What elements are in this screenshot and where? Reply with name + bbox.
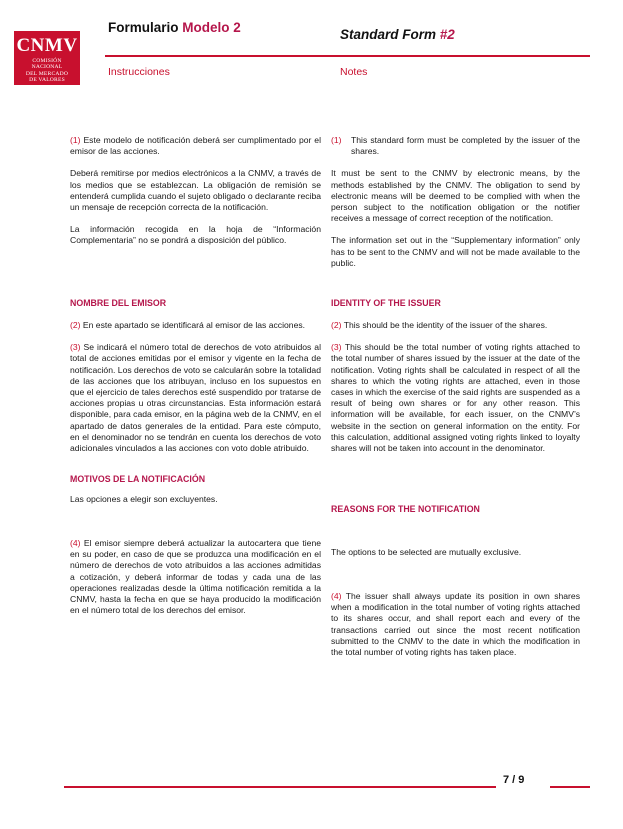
section-label-en: Notes — [340, 66, 368, 78]
es-note-2: Deberá remitirse por medios electrónicos a la CNMV, a través de los medios que se establezcan. La obligación de remisión se entenderá cumplida cuando el sujeto obligado o declarante reciba un mensaje de recepción correcta de la notificación. — [70, 168, 321, 213]
cnmv-logo — [14, 31, 80, 85]
es-options-note: Las opciones a elegir son excluyentes. — [70, 494, 218, 504]
en-options-note: The options to be selected are mutually exclusive. — [331, 547, 522, 557]
es-intro — [70, 135, 321, 247]
es-issuer-notes — [70, 320, 321, 454]
es-note-2-issuer: (2) En este apartado se identificará al emisor de las acciones. — [70, 320, 306, 330]
en-intro — [331, 135, 580, 269]
es-note-1: (1) Este modelo de notificación deberá ser cumplimentado por el emisor de las acciones. — [70, 135, 321, 157]
en-note-3: The information set out in the “Supplementary information” only has to be sent to the CNMV and will not be made available to the public. — [331, 235, 580, 268]
es-note-3-voting: (3) Se indicará el número total de derechos de voto atribuidos al total de acciones emitidas por el emisor y vigente en la fecha de notificación. Los derechos de voto se calcularán sobre la totalidad de las acciones que los atribuyan, incluso en los supuestos en que el ejercicio de tales derechos esté suspendido por tratarse de acciones propias u otras circunstancias. Esta información estará disponible, para cada emisor, en la página web de la CNMV, en el apartado de datos generales de la entidad. Para este cómputo, en el denominador no se tendrán en cuenta los derechos de voto adicionales vinculados a las acciones con voto doble atribuido. — [70, 342, 321, 454]
heading-issuer-es: NOMBRE DEL EMISOR — [70, 298, 167, 308]
en-note-3-voting: (3) This should be the total number of voting rights attached to the total number of shares issued by the issuer at the date of the notification. Voting rights shall be calculated in respect of all the shares to which the voting rights are attached, even in those cases in which the exercise of the said rights are suspended as a result of being own shares or for any other reason. This information will be available, for each issuer, on the CNMV’s website in the section on general information on the entity. For this calculation, additional assigned voting rights linked to loyalty shares will not be taken into account in the denominator. — [331, 342, 580, 454]
en-note-4-own-shares: (4) The issuer shall always update its position in own shares when a modification in the total number of voting rights attached to its shares occur, and shall report each and every of the transactions carried out since the most recent notification submitted to the CNMV to the date in which the modification in the total number of voting rights has taken place. — [331, 591, 580, 658]
heading-reasons-es: MOTIVOS DE LA NOTIFICACIÓN — [70, 474, 206, 484]
en-note-1: (1) This standard form must be completed by the issuer of the shares. — [331, 135, 580, 157]
heading-issuer-en: IDENTITY OF THE ISSUER — [331, 298, 441, 308]
es-note-3: La información recogida en la hoja de “Información Complementaria” no se pondrá a disposición del público. — [70, 224, 321, 246]
form-title-en: Standard Form #2 — [340, 27, 455, 42]
page-number: 7 / 9 — [503, 774, 525, 786]
header-divider — [105, 55, 590, 57]
footer-divider-left — [64, 786, 496, 788]
en-note-2: It must be sent to the CNMV by electronic means, by the methods established by the CNMV. The obligation to send by electronic means will be deemed to be complied with when the person subject to the notification obligation or the notifier receives a message of correct reception of the notification. — [331, 168, 580, 224]
en-note-2-issuer: (2) This should be the identity of the issuer of the shares. — [331, 320, 548, 330]
es-note-4-own-shares: (4) El emisor siempre deberá actualizar la autocartera que tiene en su poder, en caso de que se produzca una modificación en el número de derechos de voto atribuidos a las acciones admitidas a cotización, y deberá informar de todas y cada una de las operaciones realizadas desde la última notificación remitida a la CNMV, hasta la fecha en que se haya producido la modificación en el número total de los derechos del emisor. — [70, 538, 321, 616]
logo-acronym: CNMV — [16, 35, 78, 56]
en-issuer-notes — [331, 320, 580, 454]
section-label-es: Instrucciones — [108, 66, 170, 78]
heading-reasons-en: REASONS FOR THE NOTIFICATION — [331, 504, 480, 514]
footer-divider-right — [550, 786, 590, 788]
form-title-es: Formulario Modelo 2 — [108, 20, 241, 35]
logo-subtitle: COMISIÓN NACIONAL DEL MERCADO DE VALORES — [25, 58, 69, 83]
